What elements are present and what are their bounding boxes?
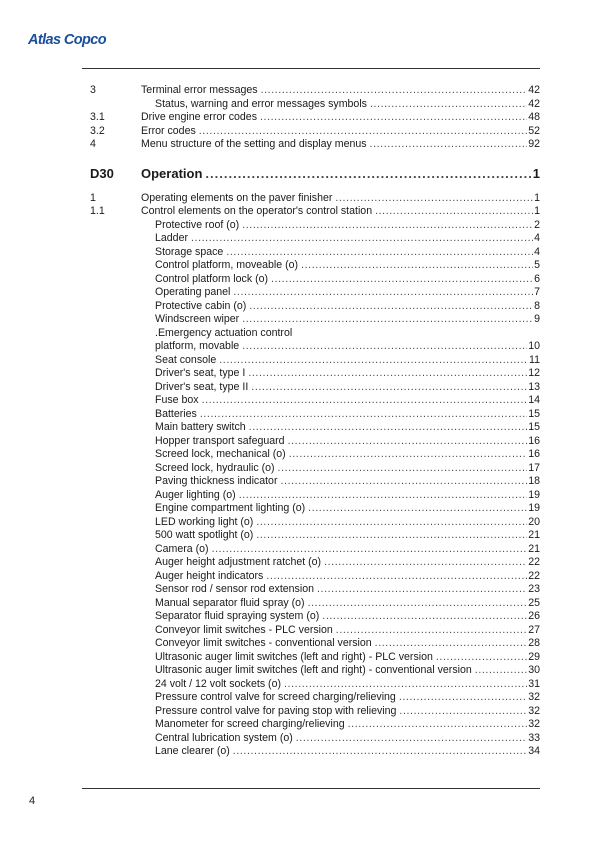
entry-title: Driver's seat, type I: [155, 367, 246, 379]
entry-title: Manometer for screed charging/relieving: [155, 718, 345, 730]
chapter-number: D30: [90, 165, 114, 181]
leader-dots: [256, 516, 527, 530]
leader-dots: [296, 732, 527, 746]
entry-page-number: 20: [528, 515, 540, 528]
logo-text: Atlas Copco: [28, 32, 106, 48]
entry-title: Auger lighting (o): [155, 488, 236, 501]
leader-dots: [266, 570, 527, 584]
entry-page-number: 1: [534, 191, 540, 204]
leader-dots: [191, 232, 533, 246]
entry-title: Seat console: [155, 353, 217, 366]
entry-title: Operating panel: [155, 286, 231, 298]
toc-entry[interactable]: [90, 624, 540, 638]
toc-entry[interactable]: [90, 745, 540, 759]
leader-dots: [226, 246, 533, 260]
leader-dots: [242, 313, 533, 327]
chapter-page: 1: [532, 165, 540, 181]
leader-dots: [399, 691, 527, 705]
footer-page-number: 4: [29, 795, 36, 807]
entry-page-number: 31: [528, 677, 540, 690]
entry-number: 3.2: [90, 124, 105, 137]
toc-entry[interactable]: [90, 502, 540, 516]
entry-title: Ladder: [155, 232, 188, 244]
leader-dots: [256, 529, 527, 543]
entry-title: Operating elements on the paver finisher: [141, 191, 333, 204]
toc-entry[interactable]: [90, 408, 540, 422]
entry-page-number: 22: [528, 569, 540, 582]
entry-page-number: 7: [534, 286, 540, 298]
leader-dots: [278, 462, 528, 476]
toc-entry[interactable]: [90, 570, 540, 584]
chapter-title: Operation: [141, 165, 203, 181]
toc-entry[interactable]: [90, 691, 540, 705]
entry-page-number: 42: [528, 84, 540, 96]
toc-entry[interactable]: [90, 354, 540, 368]
toc-entry[interactable]: [90, 637, 540, 651]
leader-dots: [348, 718, 528, 732]
leader-dots: [317, 583, 527, 597]
leader-dots: [370, 98, 527, 112]
toc-entry[interactable]: [90, 246, 540, 260]
entry-title: Fuse box: [155, 394, 199, 406]
entry-title: Pressure control valve for paving stop with relieving: [155, 704, 397, 717]
entry-title: Hopper transport safeguard: [155, 434, 285, 447]
toc-block-operating-elements: [90, 192, 540, 219]
leader-dots: [239, 489, 528, 503]
entry-page-number: 28: [528, 637, 540, 649]
toc-block-control-elements: [90, 219, 540, 759]
entry-page-number: 10: [528, 340, 540, 352]
entry-number: 1: [90, 191, 96, 204]
leader-dots: [335, 192, 533, 206]
entry-page-number: 13: [528, 380, 540, 393]
toc-entry[interactable]: [90, 259, 540, 273]
toc-entry[interactable]: [90, 421, 540, 435]
entry-title: Sensor rod / sensor rod extension: [155, 583, 314, 595]
toc-entry[interactable]: [90, 273, 540, 287]
entry-page-number: 30: [528, 664, 540, 676]
entry-page-number: 9: [534, 313, 540, 325]
entry-page-number: 12: [528, 367, 540, 379]
toc-entry[interactable]: [90, 327, 540, 341]
entry-title: Error codes: [141, 124, 196, 137]
entry-page-number: 4: [534, 245, 540, 258]
leader-dots: [261, 84, 528, 98]
toc-entry[interactable]: [90, 475, 540, 489]
entry-title: Paving thickness indicator: [155, 475, 278, 487]
leader-dots: [212, 543, 528, 557]
entry-title: Batteries: [155, 407, 197, 420]
entry-title: Separator fluid spraying system (o): [155, 610, 320, 622]
footer-rule: [82, 788, 540, 789]
toc-entry[interactable]: [90, 232, 540, 246]
entry-title: Manual separator fluid spray (o): [155, 596, 305, 609]
toc-entry[interactable]: [90, 678, 540, 692]
leader-dots: [288, 435, 528, 449]
entry-number: 1.1: [90, 205, 105, 217]
entry-title: Central lubrication system (o): [155, 731, 293, 744]
entry-page-number: 5: [534, 259, 540, 271]
toc-entry[interactable]: [90, 286, 540, 300]
leader-dots: [202, 394, 528, 408]
entry-page-number: 32: [528, 718, 540, 730]
toc-entry[interactable]: [90, 583, 540, 597]
leader-dots: [301, 259, 533, 273]
entry-title: Conveyor limit switches - conventional version: [155, 637, 372, 649]
leader-dots: [436, 651, 527, 665]
entry-title: Storage space: [155, 245, 224, 258]
toc-block-error-messages: [90, 84, 540, 152]
entry-title: Screed lock, hydraulic (o): [155, 461, 275, 474]
entry-title: Ultrasonic auger limit switches (left and right) - conventional version: [155, 664, 472, 676]
entry-page-number: 2: [534, 218, 540, 231]
entry-title: Control platform, moveable (o): [155, 259, 299, 271]
entry-page-number: 8: [534, 299, 540, 312]
leader-dots: [324, 556, 527, 570]
leader-dots: [249, 421, 528, 435]
leader-dots: [322, 610, 527, 624]
toc-entry[interactable]: [90, 138, 540, 152]
toc-entry[interactable]: [90, 610, 540, 624]
entry-title: Auger height adjustment ratchet (o): [155, 556, 322, 568]
toc-entry[interactable]: [90, 556, 540, 570]
leader-dots: [375, 205, 533, 219]
entry-title: Screed lock, mechanical (o): [155, 448, 286, 460]
leader-dots: [219, 354, 528, 368]
leader-dots: [375, 637, 528, 651]
header-rule: [82, 68, 540, 69]
entry-page-number: 1: [534, 205, 540, 217]
leader-dots: [271, 273, 533, 287]
entry-title: Protective roof (o): [155, 218, 240, 231]
toc-entry[interactable]: [90, 489, 540, 503]
entry-page-number: 32: [528, 691, 540, 703]
entry-title: Engine compartment lighting (o): [155, 502, 306, 514]
toc-entry[interactable]: [90, 597, 540, 611]
entry-title: .Emergency actuation control: [155, 326, 293, 339]
entry-title: Terminal error messages: [141, 84, 258, 96]
leader-dots: [199, 125, 527, 139]
entry-page-number: 23: [528, 583, 540, 595]
entry-title: Protective cabin (o): [155, 299, 247, 312]
toc-entry[interactable]: [90, 98, 540, 112]
entry-page-number: 48: [528, 111, 540, 123]
entry-page-number: 27: [528, 623, 540, 636]
toc-entry[interactable]: [90, 111, 540, 125]
toc-entry[interactable]: [90, 84, 540, 98]
entry-page-number: 4: [534, 232, 540, 244]
entry-title: Status, warning and error messages symbols: [155, 97, 367, 110]
leader-dots: [260, 111, 527, 125]
entry-page-number: 19: [528, 488, 540, 501]
entry-page-number: 11: [529, 353, 540, 366]
entry-page-number: 15: [528, 407, 540, 420]
toc-entry[interactable]: [90, 732, 540, 746]
toc-entry[interactable]: [90, 205, 540, 219]
entry-title: Pressure control valve for screed charging/relieving: [155, 691, 396, 703]
leader-dots: [248, 367, 527, 381]
entry-page-number: 29: [528, 650, 540, 663]
entry-title: Control platform lock (o): [155, 272, 269, 285]
leader-dots: [242, 219, 533, 233]
toc-entry[interactable]: [90, 125, 540, 139]
entry-page-number: 14: [528, 394, 540, 406]
entry-page-number: 19: [528, 502, 540, 514]
toc-entry[interactable]: [90, 192, 540, 206]
leader-dots: [205, 164, 531, 184]
entry-number: 4: [90, 138, 96, 150]
leader-dots: [284, 678, 527, 692]
entry-page-number: 16: [528, 448, 540, 460]
entry-title: Conveyor limit switches - PLC version: [155, 623, 333, 636]
leader-dots: [475, 664, 527, 678]
toc-entry[interactable]: [90, 462, 540, 476]
leader-dots: [308, 502, 527, 516]
entry-title: Ultrasonic auger limit switches (left and right) - PLC version: [155, 650, 433, 663]
entry-page-number: 33: [528, 731, 540, 744]
entry-title: Windscreen wiper: [155, 313, 240, 325]
toc-entry[interactable]: [90, 340, 540, 354]
entry-page-number: 22: [528, 556, 540, 568]
entry-page-number: 6: [534, 272, 540, 285]
entry-page-number: 15: [528, 421, 540, 433]
leader-dots: [308, 597, 528, 611]
toc-entry[interactable]: [90, 705, 540, 719]
entry-page-number: 92: [528, 138, 540, 150]
leader-dots: [249, 300, 533, 314]
entry-title: Camera (o): [155, 542, 209, 555]
entry-title: Drive engine error codes: [141, 111, 257, 123]
entry-number: 3: [90, 84, 96, 96]
leader-dots: [251, 381, 527, 395]
toc-entry[interactable]: [90, 448, 540, 462]
toc-entry[interactable]: [90, 651, 540, 665]
leader-dots: [233, 745, 527, 759]
entry-title: Driver's seat, type II: [155, 380, 249, 393]
toc-entry[interactable]: [90, 219, 540, 233]
entry-page-number: 25: [528, 596, 540, 609]
leader-dots: [336, 624, 527, 638]
toc-entry[interactable]: [90, 367, 540, 381]
leader-dots: [280, 475, 527, 489]
entry-page-number: 18: [528, 475, 540, 487]
toc-entry[interactable]: [90, 718, 540, 732]
toc-entry[interactable]: [90, 435, 540, 449]
toc-entry[interactable]: [90, 313, 540, 327]
toc-chapter-heading[interactable]: [90, 164, 540, 184]
entry-title: LED working light (o): [155, 515, 254, 528]
toc-entry[interactable]: [90, 664, 540, 678]
toc-entry[interactable]: [90, 529, 540, 543]
entry-title: Auger height indicators: [155, 569, 264, 582]
entry-title: Menu structure of the setting and display menus: [141, 138, 367, 150]
entry-page-number: 32: [528, 704, 540, 717]
toc-entry[interactable]: [90, 516, 540, 530]
toc-entry[interactable]: [90, 543, 540, 557]
entry-title: platform, movable: [155, 340, 240, 352]
leader-dots: [399, 705, 527, 719]
entry-title: Main battery switch: [155, 421, 246, 433]
leader-dots: [289, 448, 527, 462]
leader-dots: [200, 408, 527, 422]
leader-dots: [370, 138, 528, 152]
entry-page-number: 21: [528, 542, 540, 555]
toc-entry[interactable]: [90, 394, 540, 408]
entry-title: 500 watt spotlight (o): [155, 529, 254, 541]
entry-page-number: 21: [528, 529, 540, 541]
entry-page-number: 17: [528, 461, 540, 474]
entry-title: 24 volt / 12 volt sockets (o): [155, 677, 282, 690]
table-of-contents: [90, 84, 540, 759]
entry-title: Control elements on the operator's control station: [141, 205, 373, 217]
entry-page-number: 42: [528, 97, 540, 110]
entry-page-number: 26: [528, 610, 540, 622]
toc-entry[interactable]: [90, 300, 540, 314]
leader-dots: [233, 286, 533, 300]
entry-number: 3.1: [90, 111, 105, 123]
atlas-copco-logo: [28, 28, 114, 50]
toc-entry[interactable]: [90, 381, 540, 395]
entry-title: Lane clearer (o): [155, 745, 230, 757]
entry-page-number: 34: [528, 745, 540, 757]
entry-page-number: 16: [528, 434, 540, 447]
leader-dots: [242, 340, 527, 354]
entry-page-number: 52: [528, 124, 540, 137]
